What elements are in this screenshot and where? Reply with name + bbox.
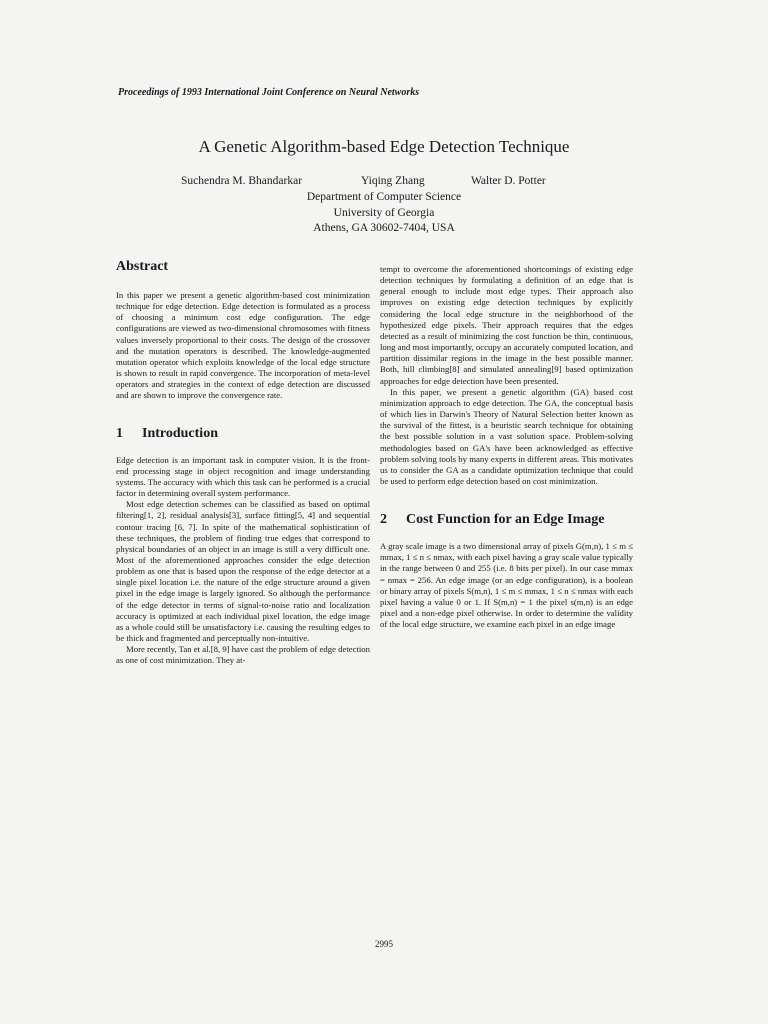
address: Athens, GA 30602-7404, USA bbox=[313, 222, 455, 234]
abstract-text: In this paper we present a genetic algorithm-based cost minimization technique for edge detection. Edge detection is formulated as a process of choosing a minimum cost edge configuration. The edge configurations are viewed as two-dimensional chromosomes with fitness values inversely proportional to their costs. The design of the crossover and the mutation operators is described. The knowledge-augmented mutation operator which exploits knowledge of the local edge structure is shown to result in rapid convergence. The incorporation of meta-level operators and strategies in the context of edge detection are discussed and are shown to improve the convergence rate. bbox=[116, 290, 370, 401]
body-paragraph: A gray scale image is a two dimensional array of pixels G(m,n), 1 ≤ m ≤ mmax, 1 ≤ n ≤ nmax, with each pixel having a gray scale value typically in the range between 0 and 255 (i.e. 8 bits per pixel). In our case mmax = nmax = 256. An edge image (or an edge configuration), is a boolean or binary array of pixels S(m,n), 1 ≤ m ≤ mmax, 1 ≤ n ≤ nmax with each pixel having a value 0 or 1. If S(m,n) = 1 the pixel s(m,n) is an edge pixel and a non-edge pixel otherwise. In order to determine the validity of the local edge structure, we examine each pixel in an edge image bbox=[380, 541, 633, 630]
paper-title: A Genetic Algorithm-based Edge Detection Technique bbox=[198, 137, 570, 156]
affiliation bbox=[0, 190, 768, 237]
proceedings-header: Proceedings of 1993 International Joint Conference on Neural Networks bbox=[118, 87, 420, 98]
university: University of Georgia bbox=[333, 206, 435, 219]
page-number: 2995 bbox=[375, 939, 393, 949]
abstract-heading: Abstract bbox=[116, 259, 169, 274]
section-number: 2 bbox=[380, 512, 387, 528]
section-heading bbox=[380, 511, 633, 529]
section-title: Cost Function for an Edge Image bbox=[406, 512, 605, 528]
author-list bbox=[181, 175, 581, 189]
intro-paragraph: Edge detection is an important task in computer vision. It is the front-end processing stage in object recognition and image understanding systems. The accuracy with which this task can be performed is a crucial factor in determining overall system performance. bbox=[116, 454, 370, 499]
right-column bbox=[380, 264, 633, 630]
author-name: Walter D. Potter bbox=[471, 175, 546, 187]
section-heading bbox=[116, 425, 370, 443]
body-paragraph: tempt to overcome the aforementioned shortcomings of existing edge detection techniques by formulating a definition of an edge that is general enough to include most edge types. Their approach also improves on existing edge detection techniques by explicitly considering the local edge structure in the neighborhood of the hypothesized edge pixels. Their approach requires that the edges detected as a result of minimizing the cost function be thin, continuous, long and most importantly, occupy an accurately computed location, and partition dissimilar regions in the image in the best possible manner. Both, hill climbing[8] and simulated annealing[9] based optimization approaches for edge detection have been presented. bbox=[380, 264, 633, 386]
body-paragraph: In this paper, we present a genetic algorithm (GA) based cost minimization approach to edge detection. The GA, the conceptual basis of which lies in Darwin's Theory of Natural Selection better known as the survival of the fittest, is a heuristic search technique for obtaining the best possible solution in a vast solution space. Problem-solving methodologies based on GA's have been acknowledged as effective problem solving tools by many experts in different areas. This motivates us to consider the GA as a candidate optimization technique that could be used to perform edge detection based on cost minimization. bbox=[380, 386, 633, 486]
left-column bbox=[116, 258, 370, 667]
section-title: Introduction bbox=[142, 425, 218, 441]
author-name: Yiqing Zhang bbox=[361, 175, 425, 187]
intro-paragraph: Most edge detection schemes can be classified as based on optimal filtering[1, 2], residual analysis[3], surface fitting[5, 4] and sequential contour tracing [6, 7]. In spite of the mathematical sophistication of these techniques, the problem of finding true edges that correspond to physical boundaries of an object in an image is still a very difficult one. Most of the aforementioned approaches consider the edge detection problem as one that is based upon the response of the edge detector at a single pixel location i.e. the nature of the edge structure around a given pixel in the edge image is largely ignored. So although the performance of the edge detector in terms of signal-to-noise ratio and localization accuracy is optimized at each individual pixel location, the edge image as a whole could still be unsatisfactory i.e. causing the resulting edges to be thick and fragmented and perceptually non-intuitive. bbox=[116, 499, 370, 644]
intro-paragraph: More recently, Tan et al.[8, 9] have cast the problem of edge detection as one of cost minimization. They at- bbox=[116, 644, 370, 666]
department: Department of Computer Science bbox=[306, 191, 462, 203]
author-name: Suchendra M. Bhandarkar bbox=[181, 175, 303, 187]
section-number: 1 bbox=[116, 425, 123, 441]
